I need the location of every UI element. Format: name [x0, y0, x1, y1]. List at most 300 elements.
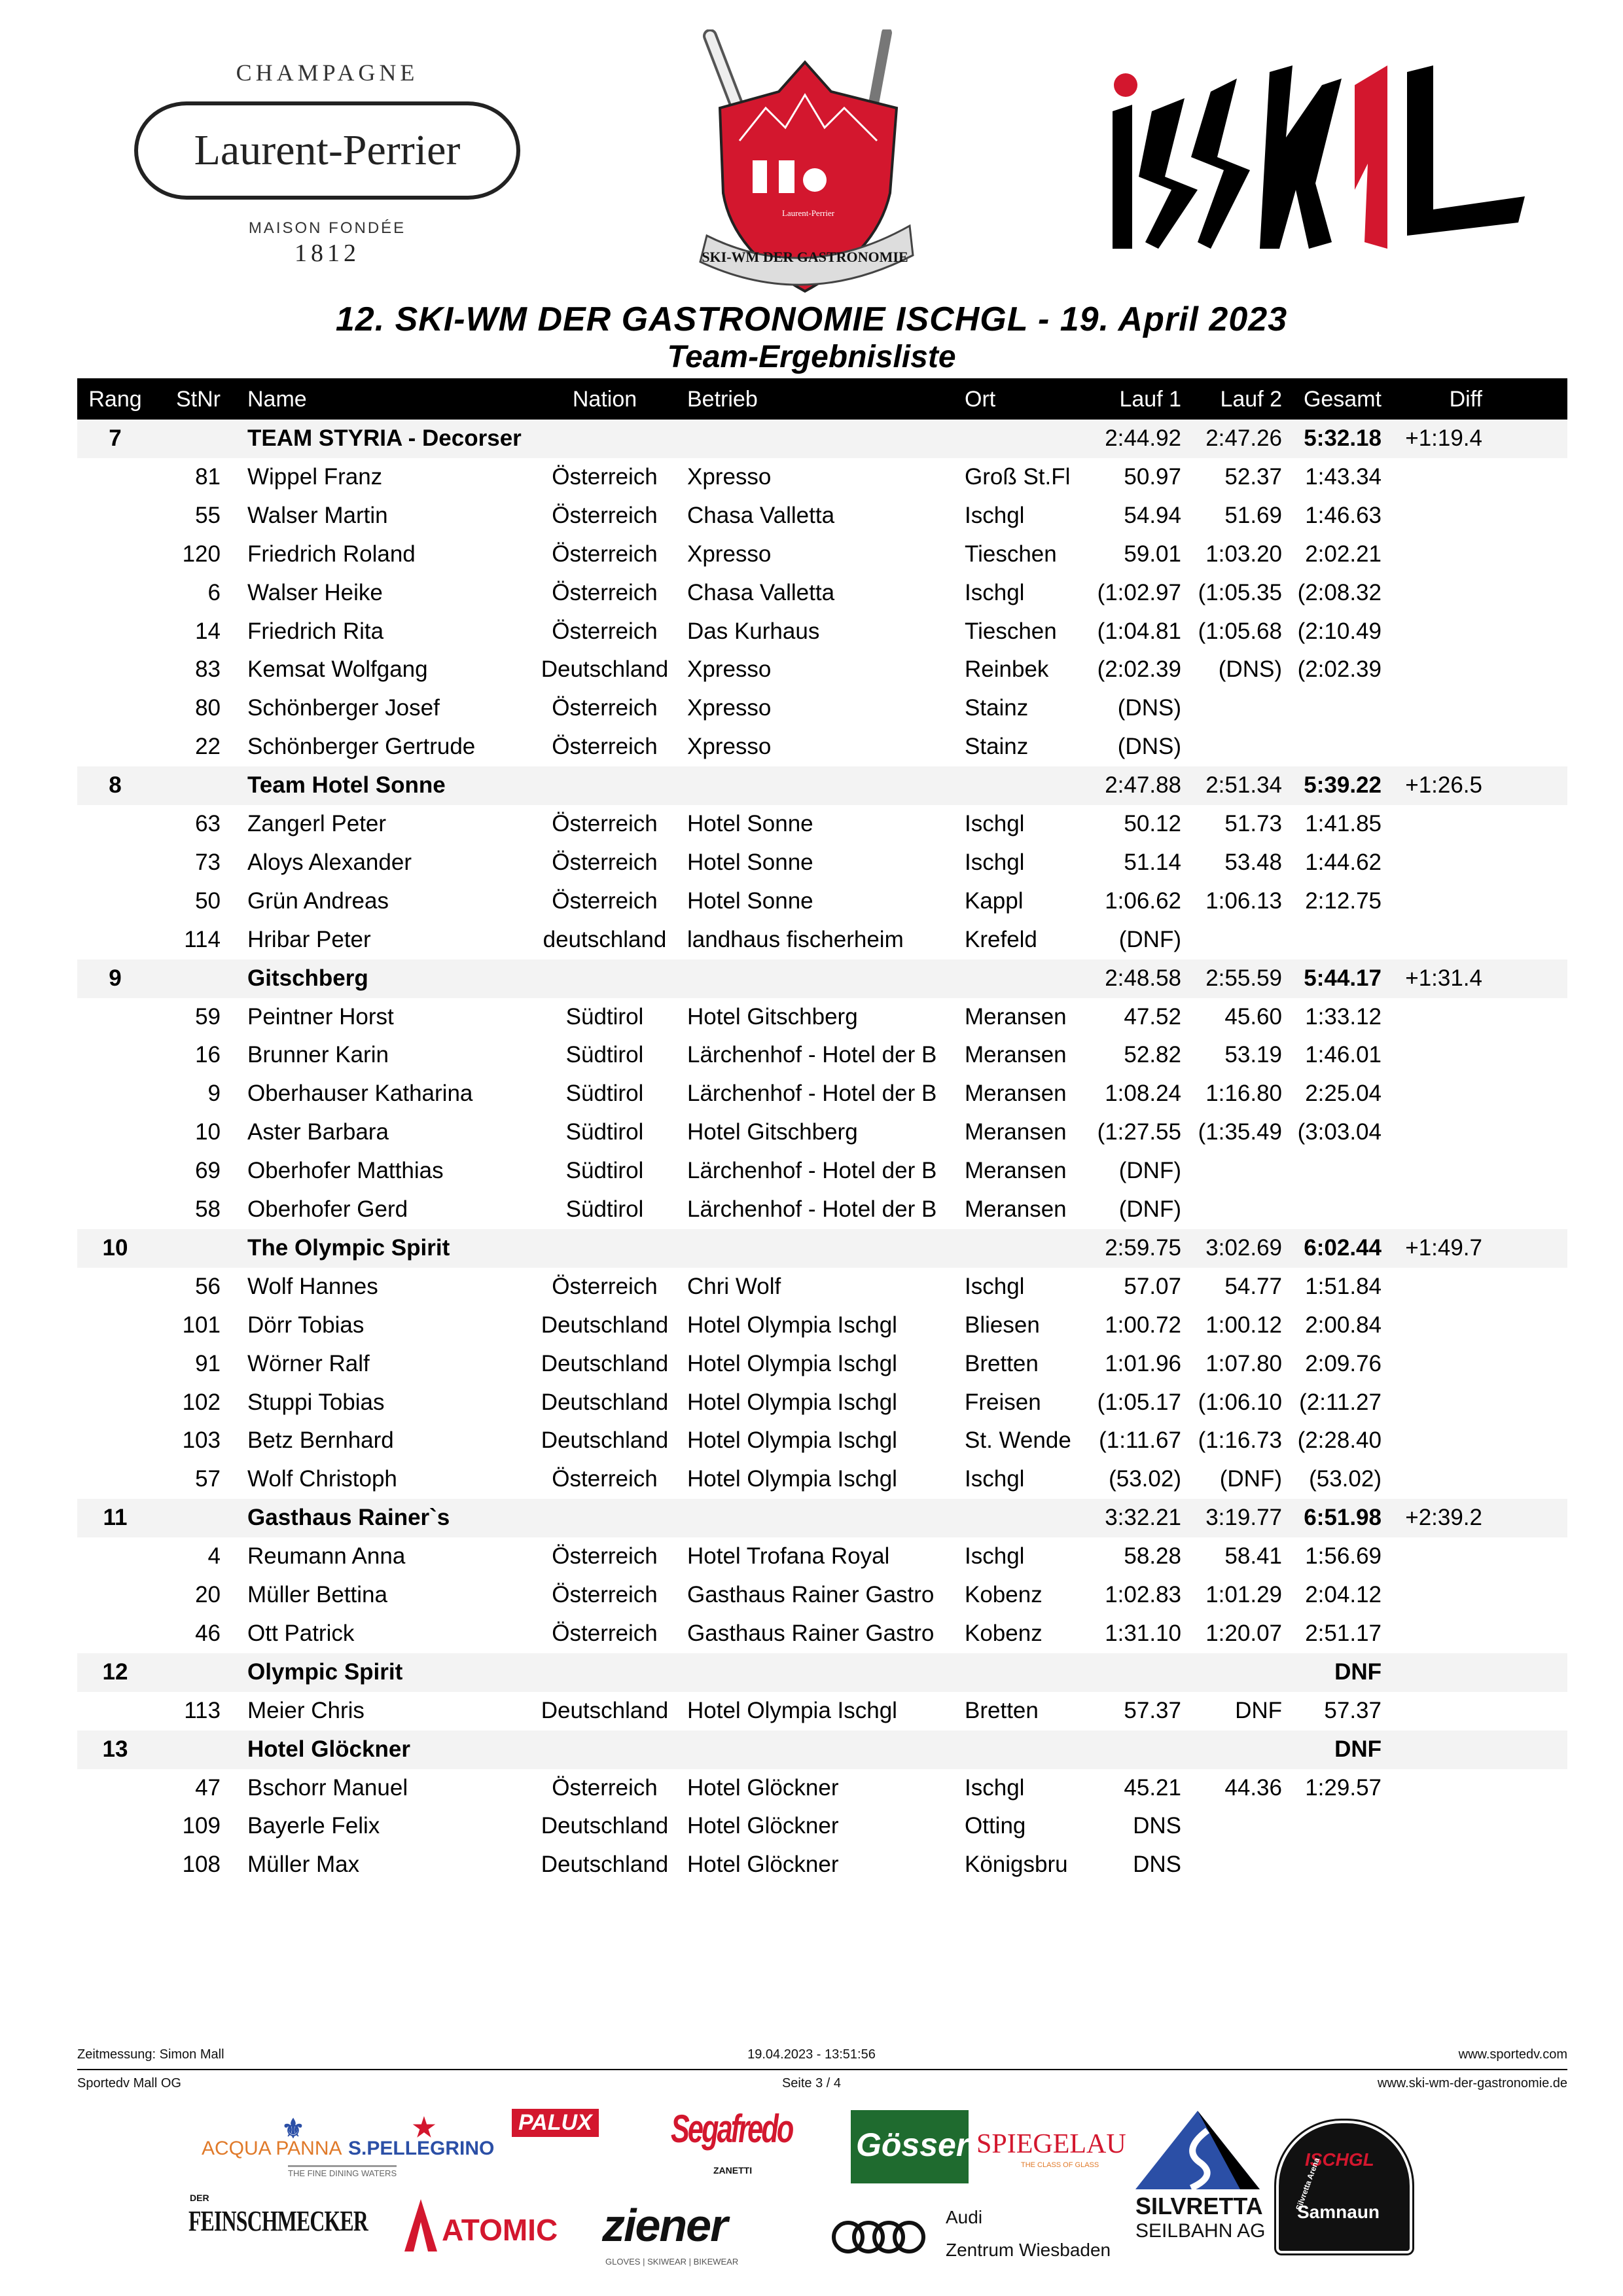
- cell-name: Ott Patrick: [247, 1620, 355, 1646]
- cell-name: Bschorr Manuel: [247, 1774, 408, 1801]
- cell-diff: +1:19.4: [1405, 425, 1482, 451]
- cell-lauf1: (53.02): [1109, 1466, 1181, 1492]
- cell-name: Kemsat Wolfgang: [247, 656, 428, 683]
- silvretta-arena-label: Silvretta Arena: [1294, 2157, 1322, 2212]
- footer-company: Sportedv Mall OG: [77, 2076, 181, 2090]
- cell-betrieb: Xpresso: [687, 695, 772, 721]
- cell-name: Schönberger Josef: [247, 695, 440, 721]
- cell-betrieb: Hotel Olympia Ischgl: [687, 1466, 897, 1492]
- cell-stnr: 80: [195, 695, 221, 721]
- cell-ort: Meransen: [965, 1119, 1067, 1145]
- cell-stnr: 83: [195, 656, 221, 683]
- cell-stnr: 6: [207, 579, 221, 605]
- cell-ort: Ischgl: [965, 849, 1025, 875]
- cell-ort: Meransen: [965, 1042, 1067, 1068]
- athlete-row: [77, 497, 1567, 535]
- cell-nation: deutschland: [543, 926, 667, 952]
- cell-betrieb: Hotel Trofana Royal: [687, 1543, 890, 1570]
- cell-stnr: 4: [207, 1543, 221, 1570]
- ski-wm-crest-logo: [681, 29, 955, 298]
- cell-lauf1: 45.21: [1124, 1774, 1181, 1801]
- cell-betrieb: Xpresso: [687, 734, 772, 760]
- cell-lauf1: 47.52: [1124, 1003, 1181, 1030]
- team-row: [77, 960, 1567, 998]
- cell-stnr: 59: [195, 1003, 221, 1030]
- athlete-row: [77, 1075, 1567, 1113]
- cell-lauf1: (DNF): [1118, 1196, 1181, 1222]
- cell-name: Gitschberg: [247, 965, 368, 991]
- lp-champagne: CHAMPAGNE: [236, 60, 419, 86]
- col-ort: Ort: [965, 387, 996, 412]
- ischgl-text: ISCHGL: [1106, 59, 1109, 60]
- cell-ort: Meransen: [965, 1196, 1067, 1222]
- cell-lauf2: 1:06.13: [1205, 888, 1282, 914]
- cell-stnr: 102: [182, 1389, 221, 1415]
- athlete-row: [77, 613, 1567, 651]
- cell-ort: Groß St.Fl: [965, 463, 1071, 490]
- footer-timing: Zeitmessung: Simon Mall: [77, 2047, 224, 2062]
- cell-diff: +1:26.5: [1405, 772, 1482, 798]
- atomic-a-icon: [404, 2199, 437, 2251]
- cell-stnr: 69: [195, 1158, 221, 1184]
- cell-betrieb: Hotel Sonne: [687, 849, 813, 875]
- cell-ort: Krefeld: [965, 926, 1037, 952]
- cell-lauf2: 58.41: [1224, 1543, 1282, 1570]
- cell-betrieb: Hotel Glöckner: [687, 1813, 839, 1839]
- cell-lauf2: 54.77: [1224, 1273, 1282, 1299]
- cell-name: Müller Bettina: [247, 1582, 387, 1607]
- cell-betrieb: Hotel Olympia Ischgl: [687, 1427, 897, 1454]
- cell-stnr: 46: [195, 1620, 221, 1646]
- cell-name: Bayerle Felix: [247, 1813, 380, 1839]
- cell-lauf2: 3:02.69: [1205, 1234, 1282, 1261]
- cell-name: Grün Andreas: [247, 888, 389, 914]
- cell-nation: Deutschland: [541, 656, 669, 683]
- cell-lauf2: 51.73: [1224, 811, 1282, 836]
- cell-stnr: 73: [195, 849, 221, 875]
- athlete-row: [77, 1191, 1567, 1229]
- cell-betrieb: Hotel Glöckner: [687, 1852, 839, 1878]
- cell-name: Aloys Alexander: [247, 849, 412, 875]
- col-lauf1: Lauf 1: [1119, 387, 1181, 412]
- cell-name: Müller Max: [247, 1852, 360, 1878]
- cell-lauf1: 1:01.96: [1105, 1350, 1181, 1376]
- cell-nation: Österreich: [552, 1273, 658, 1299]
- athlete-row: [77, 1692, 1567, 1731]
- athlete-row: [77, 1769, 1567, 1808]
- cell-lauf2: 1:03.20: [1205, 541, 1282, 567]
- cell-gesamt: (53.02): [1309, 1466, 1382, 1492]
- col-gesamt: Gesamt: [1303, 387, 1382, 412]
- crest-banner: SKI-WM DER GASTRONOMIE: [702, 249, 908, 265]
- cell-betrieb: Xpresso: [687, 463, 772, 490]
- cell-betrieb: Hotel Olympia Ischgl: [687, 1389, 897, 1415]
- cell-ort: Bliesen: [965, 1312, 1040, 1338]
- athlete-row: [77, 1113, 1567, 1152]
- cell-gesamt: 1:33.12: [1305, 1003, 1382, 1030]
- cell-rang: 11: [103, 1505, 128, 1531]
- cell-lauf2: 45.60: [1224, 1003, 1282, 1030]
- cell-lauf1: (DNF): [1118, 1158, 1181, 1184]
- athlete-row: [77, 1422, 1567, 1460]
- cell-betrieb: Lärchenhof - Hotel der B: [687, 1042, 937, 1068]
- cell-ort: Meransen: [965, 1003, 1067, 1030]
- cell-stnr: 63: [195, 811, 221, 836]
- cell-name: Gasthaus Rainer`s: [247, 1505, 450, 1531]
- cell-gesamt: 1:46.63: [1305, 502, 1382, 528]
- cell-lauf2: (1:05.68: [1198, 618, 1282, 644]
- cell-gesamt: 2:09.76: [1305, 1350, 1382, 1376]
- cell-gesamt: 1:29.57: [1305, 1774, 1382, 1801]
- cell-ort: Ischgl: [965, 502, 1025, 528]
- cell-name: Wippel Franz: [247, 463, 383, 490]
- cell-stnr: 120: [182, 541, 221, 567]
- cell-name: Wörner Ralf: [247, 1350, 370, 1376]
- lp-year: 1812: [294, 240, 360, 267]
- col-name: Name: [247, 387, 307, 412]
- cell-name: Reumann Anna: [247, 1543, 406, 1570]
- footer-site-sportedv[interactable]: www.sportedv.com: [1458, 2047, 1567, 2062]
- athlete-row: [77, 1036, 1567, 1075]
- cell-nation: Österreich: [552, 1774, 658, 1801]
- cell-ort: Otting: [965, 1813, 1026, 1839]
- athlete-row: [77, 1807, 1567, 1846]
- cell-gesamt: 5:32.18: [1304, 425, 1382, 451]
- cell-gesamt: 5:44.17: [1304, 965, 1382, 991]
- cell-stnr: 9: [207, 1081, 221, 1107]
- team-row: [77, 1731, 1567, 1769]
- cell-lauf1: 50.12: [1124, 811, 1181, 836]
- cell-gesamt: (2:11.27: [1299, 1389, 1382, 1415]
- cell-gesamt: 2:00.84: [1305, 1312, 1382, 1338]
- cell-lauf1: DNS: [1133, 1852, 1181, 1878]
- cell-name: Oberhauser Katharina: [247, 1081, 473, 1107]
- col-stnr: StNr: [176, 387, 221, 412]
- athlete-row: [77, 805, 1567, 844]
- athlete-row: [77, 1846, 1567, 1884]
- cell-rang: 7: [109, 425, 122, 451]
- cell-lauf2: 44.36: [1224, 1774, 1282, 1801]
- ziener-logo: ziener: [602, 2200, 727, 2251]
- athlete-row: [77, 844, 1567, 882]
- cell-lauf2: (1:06.10: [1198, 1389, 1282, 1415]
- col-lauf2: Lauf 2: [1220, 387, 1282, 412]
- cell-rang: 13: [102, 1736, 128, 1762]
- cell-name: Betz Bernhard: [247, 1427, 394, 1454]
- team-row: [77, 1499, 1567, 1537]
- cell-lauf1: 2:47.88: [1105, 772, 1181, 798]
- athlete-row: [77, 1345, 1567, 1384]
- cell-betrieb: Gasthaus Rainer Gastro: [687, 1620, 935, 1646]
- cell-gesamt: 2:25.04: [1305, 1081, 1382, 1107]
- cell-lauf1: (DNS): [1117, 695, 1181, 721]
- cell-stnr: 114: [184, 926, 221, 952]
- cell-betrieb: Hotel Sonne: [687, 811, 813, 836]
- cell-lauf2: 1:01.29: [1205, 1582, 1282, 1607]
- cell-rang: 9: [109, 965, 122, 991]
- athlete-row: [77, 535, 1567, 574]
- cell-lauf2: (1:05.35: [1198, 579, 1282, 605]
- cell-ort: Stainz: [965, 734, 1029, 760]
- cell-lauf2: 2:51.34: [1205, 772, 1282, 798]
- cell-nation: Österreich: [552, 579, 658, 605]
- footer-site-skiwm[interactable]: www.ski-wm-der-gastronomie.de: [1377, 2076, 1567, 2090]
- col-diff: Diff: [1449, 387, 1482, 412]
- cell-nation: Österreich: [552, 1620, 658, 1646]
- cell-nation: Österreich: [552, 1466, 658, 1492]
- cell-betrieb: Hotel Olympia Ischgl: [687, 1697, 897, 1723]
- acqua-panna-logo: ACQUA PANNA: [202, 2138, 342, 2159]
- ischgl-logo: [1106, 59, 1531, 255]
- athlete-row: [77, 651, 1567, 689]
- cell-lauf1: 2:59.75: [1105, 1234, 1181, 1261]
- cell-stnr: 50: [195, 888, 221, 914]
- cell-betrieb: Lärchenhof - Hotel der B: [687, 1081, 937, 1107]
- cell-stnr: 103: [182, 1427, 221, 1454]
- cell-lauf1: 1:08.24: [1105, 1081, 1181, 1107]
- sponsor-strip: [0, 2094, 1623, 2296]
- cell-gesamt: 1:46.01: [1305, 1042, 1382, 1068]
- cell-stnr: 91: [195, 1350, 221, 1376]
- cell-gesamt: 57.37: [1324, 1697, 1382, 1723]
- cell-ort: Ischgl: [965, 1466, 1025, 1492]
- audi-rings-icon: [830, 2219, 928, 2255]
- cell-stnr: 101: [182, 1312, 221, 1338]
- lp-name: Laurent-Perrier: [194, 126, 461, 174]
- cell-ort: Ischgl: [965, 811, 1025, 836]
- cell-lauf2: 2:55.59: [1205, 965, 1282, 991]
- cell-ort: Stainz: [965, 695, 1029, 721]
- cell-stnr: 55: [195, 502, 221, 528]
- cell-nation: Österreich: [552, 734, 658, 760]
- cell-lauf1: 59.01: [1124, 541, 1181, 567]
- cell-betrieb: Lärchenhof - Hotel der B: [687, 1196, 937, 1222]
- cell-gesamt: 1:56.69: [1305, 1543, 1382, 1570]
- cell-lauf1: 1:00.72: [1105, 1312, 1181, 1338]
- cell-name: TEAM STYRIA - Decorser: [247, 425, 522, 451]
- silvretta-logo: SILVRETTA: [1135, 2193, 1263, 2219]
- cell-lauf2: 3:19.77: [1205, 1505, 1282, 1531]
- cell-nation: Deutschland: [541, 1427, 669, 1454]
- cell-lauf1: (1:05.17: [1097, 1389, 1181, 1415]
- athlete-row: [77, 728, 1567, 766]
- badge-ischgl-text: ISCHGL: [1305, 2149, 1374, 2170]
- footer-datetime: 19.04.2023 - 13:51:56: [747, 2047, 876, 2062]
- cell-betrieb: Chri Wolf: [687, 1273, 781, 1299]
- footer-divider: [77, 2069, 1567, 2070]
- cell-ort: Meransen: [965, 1081, 1067, 1107]
- footer-page-number: Seite 3 / 4: [781, 2076, 842, 2090]
- cell-name: Wolf Hannes: [247, 1273, 378, 1299]
- team-row: [77, 1229, 1567, 1268]
- cell-nation: Österreich: [552, 1582, 658, 1607]
- cell-lauf2: (1:16.73: [1198, 1427, 1282, 1454]
- cell-lauf2: (DNF): [1219, 1466, 1282, 1492]
- cell-name: Oberhofer Gerd: [247, 1196, 408, 1222]
- cell-lauf1: 2:48.58: [1105, 965, 1181, 991]
- cell-diff: +2:39.2: [1405, 1505, 1482, 1531]
- cell-gesamt: 2:02.21: [1305, 541, 1382, 567]
- cell-nation: Deutschland: [541, 1350, 669, 1376]
- cell-stnr: 56: [195, 1273, 221, 1299]
- cell-betrieb: landhaus fischerheim: [687, 926, 904, 952]
- cell-nation: Südtirol: [565, 1196, 644, 1222]
- cell-ort: Kappl: [965, 888, 1024, 914]
- cell-lauf1: (1:11.67: [1099, 1427, 1181, 1454]
- cell-rang: 8: [109, 772, 122, 798]
- cell-stnr: 113: [184, 1697, 221, 1723]
- cell-lauf1: (1:04.81: [1097, 618, 1181, 644]
- cell-stnr: 109: [182, 1813, 221, 1839]
- cell-name: Friedrich Rita: [247, 618, 384, 644]
- col-betrieb: Betrieb: [687, 387, 758, 412]
- cell-gesamt: 2:12.75: [1305, 888, 1382, 914]
- cell-diff: +1:49.7: [1405, 1234, 1482, 1261]
- col-rang: Rang: [88, 387, 142, 412]
- cell-gesamt: (2:08.32: [1297, 579, 1382, 605]
- cell-betrieb: Hotel Gitschberg: [687, 1119, 858, 1145]
- table-header: [77, 378, 1567, 420]
- cell-stnr: 22: [195, 734, 221, 760]
- cell-lauf1: 58.28: [1124, 1543, 1181, 1570]
- athlete-row: [77, 882, 1567, 921]
- cell-name: Oberhofer Matthias: [247, 1158, 444, 1184]
- cell-betrieb: Xpresso: [687, 656, 772, 683]
- silvretta-arena-badge: [1276, 2121, 1412, 2253]
- cell-gesamt: 5:39.22: [1304, 772, 1382, 798]
- cell-lauf2: 53.19: [1224, 1042, 1282, 1068]
- cell-nation: Österreich: [552, 1543, 658, 1570]
- cell-name: Zangerl Peter: [247, 811, 387, 836]
- cell-lauf1: (2:02.39: [1097, 656, 1181, 683]
- cell-name: Peintner Horst: [247, 1003, 394, 1030]
- cell-name: Dörr Tobias: [247, 1312, 365, 1338]
- cell-ort: Freisen: [965, 1389, 1041, 1415]
- cell-name: Friedrich Roland: [247, 541, 416, 567]
- cell-name: Walser Heike: [247, 579, 383, 605]
- segafredo-logo: Segafredo: [671, 2107, 793, 2151]
- cell-ort: Ischgl: [965, 579, 1025, 605]
- athlete-row: [77, 1268, 1567, 1306]
- cell-stnr: 81: [195, 463, 221, 490]
- samnaun-label: Samnaun: [1297, 2202, 1380, 2222]
- cell-lauf1: (DNF): [1118, 926, 1181, 952]
- cell-name: Olympic Spirit: [247, 1659, 403, 1685]
- athlete-row: [77, 1152, 1567, 1191]
- athlete-row: [77, 574, 1567, 613]
- cell-ort: St. Wende: [965, 1427, 1071, 1454]
- team-row: [77, 420, 1567, 458]
- cell-lauf1: 57.07: [1124, 1273, 1181, 1299]
- feinschmecker-logo: FEINSCHMECKER: [188, 2205, 368, 2237]
- cell-ort: Königsbru: [965, 1852, 1068, 1878]
- cell-lauf1: 1:02.83: [1105, 1582, 1181, 1607]
- audi-sub: Zentrum Wiesbaden: [946, 2240, 1111, 2260]
- cell-betrieb: Xpresso: [687, 541, 772, 567]
- cell-nation: Deutschland: [541, 1813, 669, 1839]
- laurent-perrier-logo: [124, 52, 530, 268]
- cell-lauf1: 50.97: [1124, 463, 1181, 490]
- cell-name: Walser Martin: [247, 502, 388, 528]
- cell-lauf1: 1:06.62: [1105, 888, 1181, 914]
- cell-gesamt: (2:28.40: [1297, 1427, 1382, 1454]
- cell-lauf1: 51.14: [1124, 849, 1181, 875]
- audi-label: Audi: [946, 2207, 983, 2227]
- cell-nation: Österreich: [552, 541, 658, 567]
- cell-lauf1: (1:02.97: [1097, 579, 1181, 605]
- cell-stnr: 57: [195, 1466, 221, 1492]
- cell-nation: Österreich: [552, 618, 658, 644]
- cell-name: Stuppi Tobias: [247, 1389, 385, 1415]
- page-title: 12. SKI-WM DER GASTRONOMIE ISCHGL - 19. April 2023: [335, 300, 1288, 338]
- cell-stnr: 58: [195, 1196, 221, 1222]
- cell-gesamt: 1:43.34: [1305, 463, 1382, 490]
- atomic-logo: ATOMIC: [442, 2213, 558, 2247]
- ziener-sub: GLOVES | SKIWEAR | BIKEWEAR: [605, 2257, 739, 2267]
- lp-maison: MAISON FONDÉE: [248, 219, 406, 237]
- cell-ort: Bretten: [965, 1697, 1039, 1723]
- cell-betrieb: Hotel Glöckner: [687, 1774, 839, 1801]
- seilbahn-label: SEILBAHN AG: [1135, 2220, 1266, 2242]
- team-row: [77, 1653, 1567, 1692]
- palux-logo: PALUX: [512, 2109, 599, 2137]
- cell-betrieb: Lärchenhof - Hotel der B: [687, 1158, 937, 1184]
- cell-nation: Südtirol: [565, 1081, 644, 1107]
- pellegrino-logo: S.PELLEGRINO: [348, 2138, 495, 2159]
- athlete-row: [77, 1576, 1567, 1615]
- spiegelau-sub: THE CLASS OF GLASS: [1021, 2161, 1099, 2169]
- cell-nation: Südtirol: [565, 1042, 644, 1068]
- cell-gesamt: 1:51.84: [1305, 1273, 1382, 1299]
- cell-lauf2: 1:07.80: [1205, 1350, 1282, 1376]
- cell-nation: Österreich: [552, 849, 658, 875]
- cell-ort: Kobenz: [965, 1582, 1043, 1607]
- cell-lauf2: 1:16.80: [1205, 1081, 1282, 1107]
- cell-name: Hotel Glöckner: [247, 1736, 410, 1762]
- cell-stnr: 16: [195, 1042, 221, 1068]
- cell-stnr: 14: [195, 618, 221, 644]
- cell-gesamt: 2:04.12: [1305, 1582, 1382, 1607]
- cell-lauf1: DNS: [1133, 1813, 1181, 1839]
- cell-nation: Deutschland: [541, 1697, 669, 1723]
- cell-ort: Bretten: [965, 1350, 1039, 1376]
- cell-betrieb: Hotel Sonne: [687, 888, 813, 914]
- cell-betrieb: Gasthaus Rainer Gastro: [687, 1582, 935, 1607]
- athlete-row: [77, 1384, 1567, 1422]
- cell-nation: Österreich: [552, 695, 658, 721]
- cell-gesamt: DNF: [1334, 1736, 1382, 1762]
- cell-betrieb: Chasa Valletta: [687, 579, 835, 605]
- cell-ort: Kobenz: [965, 1620, 1043, 1646]
- cell-gesamt: 2:51.17: [1305, 1620, 1382, 1646]
- cell-stnr: 20: [195, 1582, 221, 1607]
- cell-lauf2: 2:47.26: [1205, 425, 1282, 451]
- cell-name: The Olympic Spirit: [247, 1234, 450, 1261]
- crest-inner-brand: Laurent-Perrier: [781, 208, 835, 218]
- cell-stnr: 108: [182, 1852, 221, 1878]
- cell-lauf2: (DNS): [1218, 656, 1282, 683]
- cell-nation: Österreich: [552, 888, 658, 914]
- cell-diff: +1:31.4: [1405, 965, 1482, 991]
- cell-gesamt: (2:10.49: [1297, 618, 1382, 644]
- page-subtitle: Team-Ergebnisliste: [667, 340, 956, 374]
- cell-ort: Reinbek: [965, 656, 1049, 683]
- cell-rang: 12: [102, 1659, 128, 1685]
- cell-betrieb: Hotel Olympia Ischgl: [687, 1312, 897, 1338]
- team-row: [77, 766, 1567, 805]
- cell-nation: Österreich: [552, 463, 658, 490]
- cell-name: Brunner Karin: [247, 1042, 389, 1068]
